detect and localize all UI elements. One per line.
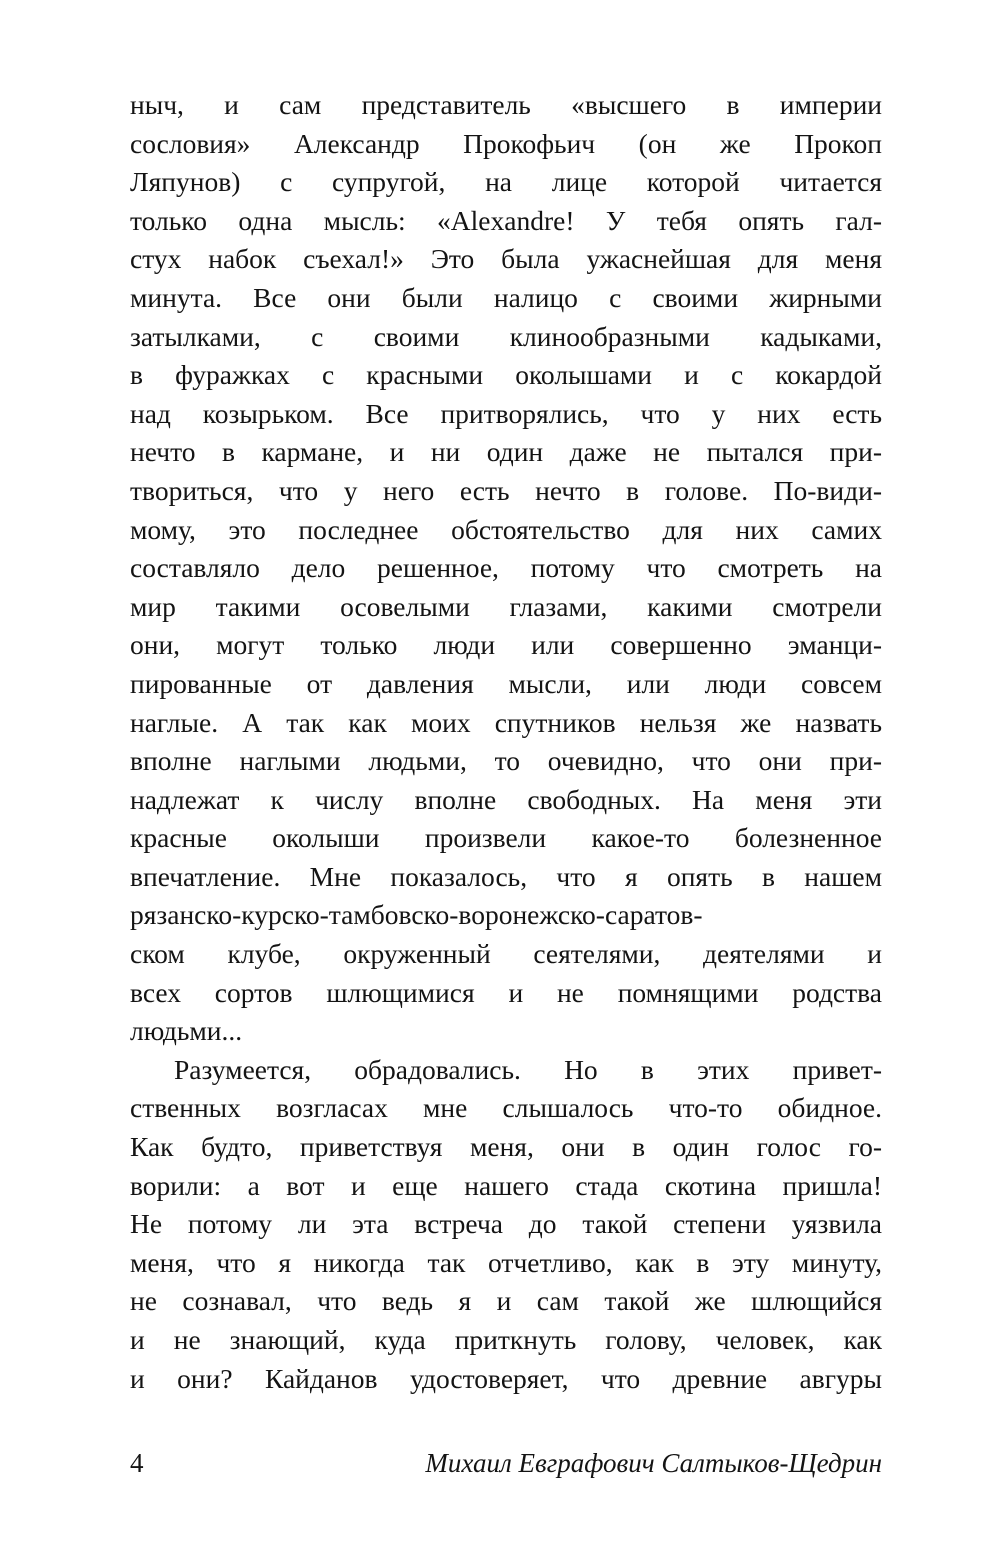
page-footer (130, 1448, 882, 1479)
text-line: надлежат к числу вполне свободных. На меня эти (130, 783, 882, 815)
text-line: Разумеется, обрадовались. Но в этих привет- (174, 1053, 882, 1085)
text-line: рязанско-курско-тамбовско-воронежско-саратов- (130, 899, 703, 931)
text-line: твориться, что у него есть нечто в голове. По-види- (130, 474, 882, 506)
text-line: людьми... (130, 1015, 243, 1047)
footer-author: Михаил Евграфович Салтыков-Щедрин (425, 1448, 882, 1478)
text-line: пированные от давления мысли, или люди совсем (130, 667, 882, 699)
text-line: Как будто, приветствуя меня, они в один голос го- (130, 1131, 882, 1163)
text-line: впечатление. Мне показалось, что я опять в нашем (130, 860, 882, 892)
text-line: ском клубе, окруженный сеятелями, деятелями и (130, 938, 882, 970)
text-line: минута. Все они были налицо с своими жирными (130, 281, 882, 313)
text-line: они, могут только люди или совершенно эманци- (130, 629, 882, 661)
text-line: мир такими осовелыми глазами, какими смотрели (130, 590, 882, 622)
text-line: ственных возгласах мне слышалось что-то обидное. (130, 1092, 882, 1124)
text-line: стух набок съехал!» Это была ужаснейшая для меня (130, 243, 882, 275)
text-line: вполне наглыми людьми, то очевидно, что они при- (130, 745, 882, 777)
text-line: над козырьком. Все притворялись, что у них есть (130, 397, 882, 429)
text-line: Не потому ли эта встреча до такой степени уязвила (130, 1208, 882, 1240)
text-line: и не знающий, куда приткнуть голову, человек, как (130, 1324, 882, 1355)
text-line: нечто в кармане, и ни один даже не пытался при- (130, 436, 882, 468)
text-line: не сознавал, что ведь я и сам такой же шлющийся (130, 1285, 882, 1317)
text-line: мому, это последнее обстоятельство для них самих (130, 513, 882, 545)
page-number: 4 (130, 1448, 144, 1478)
text-line: составляло дело решенное, потому что смотреть на (130, 552, 882, 584)
paragraph (130, 86, 882, 1051)
text-line: только одна мысль: «Alexandre! У тебя опять гал- (130, 204, 882, 236)
text-line: ныч, и сам представитель «высшего в империи (130, 89, 882, 120)
paragraph (130, 1051, 882, 1398)
text-line: меня, что я никогда так отчетливо, как в эту минуту, (130, 1246, 882, 1278)
text-line: и они? Кайданов удостоверяет, что древние авгуры (130, 1362, 882, 1394)
text-line: всех сортов шлющимися и не помнящими родства (130, 976, 882, 1008)
text-block (130, 86, 882, 1398)
text-line: Ляпунов) с супругой, на лице которой читается (130, 166, 882, 198)
text-line: сословия» Александр Прокофьич (он же Прокоп (130, 127, 882, 159)
text-line: красные околыши произвели какое-то болезненное (130, 822, 882, 854)
text-line: ворили: а вот и еще нашего стада скотина пришла! (130, 1169, 882, 1201)
text-line: в фуражках с красными околышами и с кокардой (130, 359, 882, 391)
text-line: наглые. А так как моих спутников нельзя же назвать (130, 706, 882, 738)
text-line: затылками, с своими клинообразными кадыками, (130, 320, 882, 352)
